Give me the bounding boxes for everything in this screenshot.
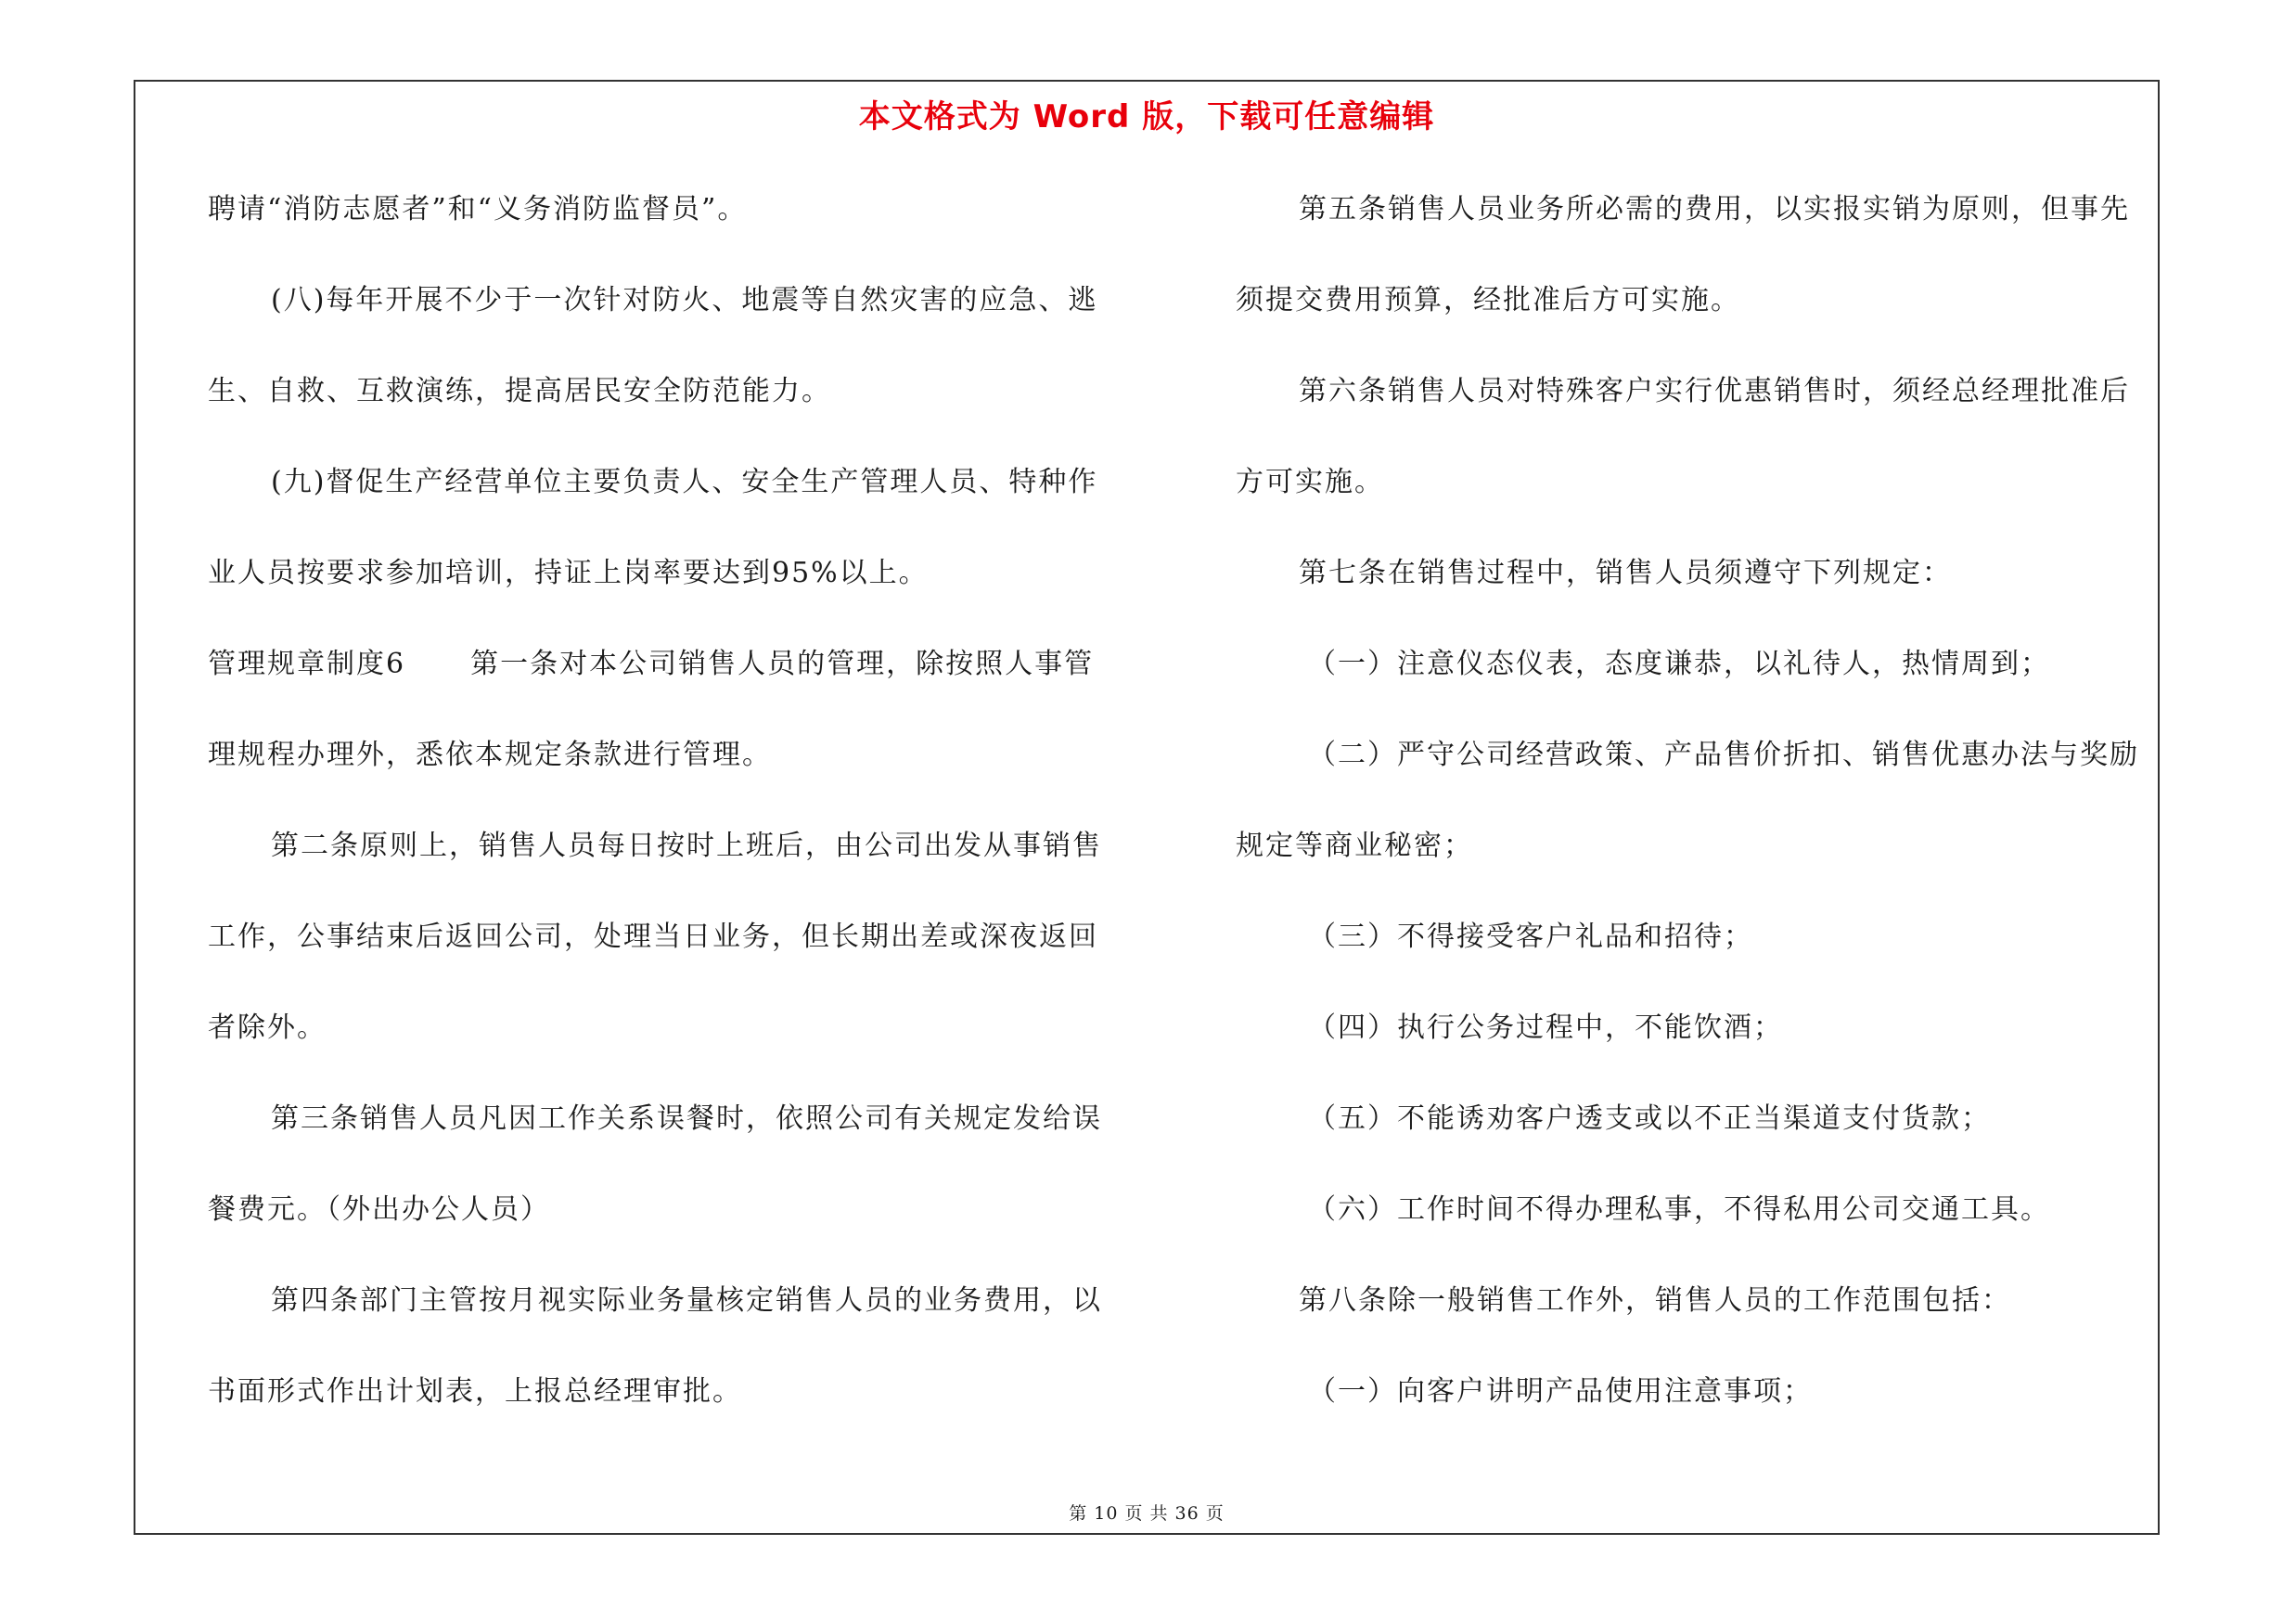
section-heading-line — [208, 646, 1094, 683]
paragraph-line: 第二条原则上，销售人员每日按时上班后，由公司出发从事销售 — [271, 830, 1102, 862]
paragraph-line: 第六条销售人员对特殊客户实行优惠销售时，须经总经理批准后 — [1299, 375, 2130, 407]
paragraph-line: 方可实施。 — [1236, 466, 1384, 498]
document-page — [134, 80, 2160, 1535]
list-item: （三）不得接受客户礼品和招待； — [1308, 921, 1753, 953]
section-heading: 管理规章制度6 — [208, 648, 406, 680]
list-item: （四）执行公务过程中，不能饮酒； — [1308, 1011, 1783, 1044]
paragraph-line: 第四条部门主管按月视实际业务量核定销售人员的业务费用，以 — [271, 1284, 1102, 1317]
paragraph-line: 者除外。 — [208, 1011, 327, 1044]
paragraph-line: 生、自救、互救演练，提高居民安全防范能力。 — [208, 375, 831, 407]
paragraph-line: 理规程办理外，悉依本规定条款进行管理。 — [208, 739, 772, 771]
list-item: （五）不能诱劝客户透支或以不正当渠道支付货款； — [1308, 1102, 1991, 1135]
paragraph-line: (八)每年开展不少于一次针对防火、地震等自然灾害的应急、逃 — [271, 284, 1098, 316]
paragraph-line: 第五条销售人员业务所必需的费用，以实报实销为原则，但事先 — [1299, 193, 2130, 225]
paragraph-line: 餐费元。（外出办公人员） — [208, 1193, 550, 1226]
paragraph-line: 第三条销售人员凡因工作关系误餐时，依照公司有关规定发给误 — [271, 1102, 1102, 1135]
list-item: （六）工作时间不得办理私事，不得私用公司交通工具。 — [1308, 1193, 2050, 1226]
paragraph-line: 第七条在销售过程中，销售人员须遵守下列规定： — [1299, 557, 1952, 589]
page-number: 第 10 页 共 36 页 — [1069, 1503, 1225, 1524]
list-item: （一）注意仪态仪表，态度谦恭，以礼待人，热情周到； — [1308, 648, 2050, 680]
paragraph-line: 须提交费用预算，经批准后方可实施。 — [1236, 284, 1740, 316]
left-column — [208, 82, 1135, 1537]
paragraph-line: 规定等商业秘密； — [1236, 830, 1473, 862]
list-item: （二）严守公司经营政策、产品售价折扣、销售优惠办法与奖励 — [1308, 739, 2139, 771]
paragraph-line: 业人员按要求参加培训，持证上岗率要达到95%以上。 — [208, 557, 929, 589]
paragraph-line: 第一条对本公司销售人员的管理，除按照人事管 — [470, 648, 1095, 680]
list-item: （一）向客户讲明产品使用注意事项； — [1308, 1375, 1813, 1408]
paragraph-line: (九)督促生产经营单位主要负责人、安全生产管理人员、特种作 — [271, 466, 1098, 498]
paragraph-line: 书面形式作出计划表，上报总经理审批。 — [208, 1375, 742, 1408]
header-banner: 本文格式为 Word 版，下载可任意编辑 — [858, 98, 1435, 135]
paragraph-line: 第八条除一般销售工作外，销售人员的工作范围包括： — [1299, 1284, 2011, 1317]
paragraph-line: 聘请“消防志愿者”和“义务消防监督员”。 — [208, 193, 748, 225]
right-column — [1236, 82, 2139, 1537]
paragraph-line: 工作，公事结束后返回公司，处理当日业务，但长期出差或深夜返回 — [208, 921, 1098, 953]
